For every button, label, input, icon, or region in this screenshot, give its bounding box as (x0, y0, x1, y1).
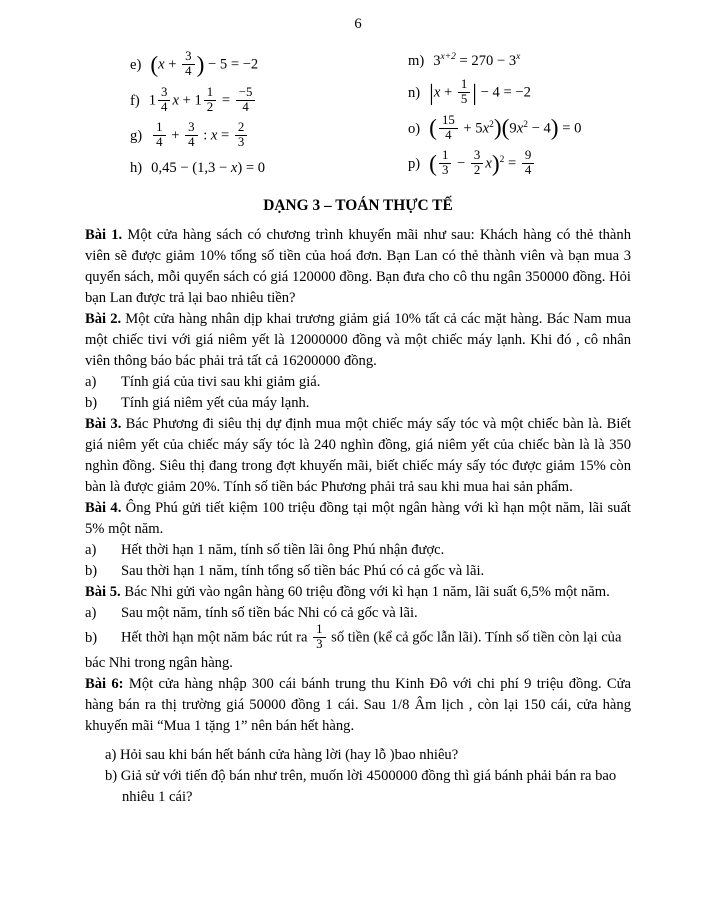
equation-expression-g (151, 122, 249, 151)
fraction (153, 121, 165, 150)
math-variable: x (485, 156, 492, 173)
fraction-numerator: 1 (153, 121, 165, 136)
fraction (439, 114, 458, 143)
fraction (185, 121, 197, 150)
text-run: Bác Nhi gửi vào ngân hàng 60 triệu đồng với kì hạn 1 năm, lãi suất 6,5% một năm. (120, 584, 610, 601)
fraction-numerator: 3 (182, 50, 194, 65)
text-run: Một cửa hàng nhân dịp khai trương giảm giá 10% tất cả các mặt hàng. Bác Nam mua một chiếc tivi với giá niêm yết là 12000000 đồng và một chiếc máy lạnh. Khi đó , cô nhân viên thông báo bác phải trả tất cả 16200000 đồng. (85, 311, 631, 370)
text-run: Sau thời hạn 1 năm, tính tổng số tiền bác Phú có cả gốc và lãi. (121, 563, 485, 580)
fraction (182, 50, 194, 79)
list-item-label: a) (85, 374, 97, 391)
math-delimiter: ) (196, 51, 205, 78)
bai-1-paragraph (85, 225, 631, 309)
fraction (204, 86, 216, 115)
text-run: = (504, 156, 520, 173)
text-run: − 5 = −2 (204, 56, 259, 73)
bai-5-paragraph (85, 582, 631, 603)
fraction-denominator: 4 (156, 135, 163, 150)
text-run: = (218, 92, 234, 109)
fraction-denominator: 3 (316, 637, 323, 652)
equation-o (408, 112, 631, 144)
text-run: − 4 (527, 120, 551, 137)
equation-f (130, 84, 408, 116)
fraction-denominator: 5 (460, 91, 468, 106)
fraction-denominator: 4 (242, 99, 249, 114)
equation-label-n: n) (408, 84, 421, 101)
superscript: 2 (489, 119, 494, 130)
math-delimiter: ) (491, 151, 500, 178)
equation-label-g: g) (130, 128, 143, 145)
text-run: = 270 − 3 (455, 53, 517, 69)
math-variable: x (482, 120, 490, 137)
page-number: 6 (354, 16, 362, 32)
equations-section (85, 51, 631, 186)
text-run: Ông Phú gửi tiết kiệm 100 triệu đồng tại một ngân hàng với kì hạn một năm, lãi suất 5% một năm. (85, 500, 631, 538)
fraction (458, 78, 470, 107)
superscript: x+2 (440, 52, 456, 63)
bold-run: Bài 6: (85, 675, 124, 692)
bai-2-paragraph (85, 309, 631, 372)
list-item-label: a) (85, 542, 97, 559)
text-run: Một cửa hàng nhập 300 cái bánh trung thu Kinh Đô với chi phí 9 triệu đồng. Cửa hàng bán ra thị trường giá 50000 đồng 1 cái. Sau 1/8 Âm lịch , còn lại 150 cái, cửa hàng khuyến mãi “Mua 1 tặng 1” nên bán hết hàng. (85, 675, 632, 734)
fraction-denominator: 4 (161, 99, 168, 114)
text-run: ) = 0 (237, 160, 266, 177)
equation-label-h: h) (130, 160, 143, 177)
equation-e (130, 51, 408, 80)
bai-5-item-b (85, 624, 631, 674)
math-variable: x (172, 92, 179, 109)
text-run: + (440, 84, 456, 101)
text-run: + (167, 128, 184, 145)
section-heading: DẠNG 3 – TOÁN THỰC TẾ (263, 197, 453, 215)
math-delimiter: | (472, 79, 477, 106)
text-run: + (164, 56, 181, 73)
text-run: 0,45 − (1,3 − (151, 160, 231, 177)
text-run: Tính giá niêm yết của máy lạnh. (121, 395, 310, 412)
bai-6-items (85, 745, 631, 808)
fraction-numerator: 2 (235, 121, 247, 136)
math-delimiter: ) (550, 115, 559, 142)
bai-4-paragraph (85, 498, 631, 540)
list-item-label: b) (85, 563, 98, 580)
fraction (522, 149, 534, 178)
text-run: Một cửa hàng sách có chương trình khuyến mãi như sau: Khách hàng có thẻ thành viên sẽ được giảm 10% tổng số tiền của hoá đơn. Bạn Lan có thẻ thành viên và bạn mua 3 quyển sách, mỗi quyển sách có giá 120000 đồng. Bạn đưa cho cô thu ngân 350000 đồng. Hỏi bạn Lan được trả lại bao nhiêu tiền? (85, 227, 631, 307)
fraction-numerator: −5 (236, 86, 256, 101)
text-run: : (199, 128, 211, 145)
text-run: 9 (509, 120, 517, 137)
equations-right-column (408, 51, 631, 186)
equation-expression-p (429, 150, 536, 179)
fraction-denominator: 3 (237, 135, 245, 150)
equation-label-m: m) (408, 53, 425, 69)
bai-4-item-b (85, 561, 631, 582)
bai-6-paragraph (85, 674, 631, 737)
equation-label-o: o) (408, 120, 421, 137)
math-variable: x (210, 128, 218, 145)
list-item-label: a) (85, 605, 97, 622)
text-run: = (217, 128, 233, 145)
fraction-numerator: 1 (204, 86, 216, 101)
text-run: Tính giá của tivi sau khi giảm giá. (121, 374, 321, 391)
math-delimiter: ) (493, 115, 502, 142)
fraction-denominator: 2 (206, 99, 214, 114)
equation-h (130, 158, 408, 179)
bold-run: Bài 4. (85, 500, 122, 517)
fraction-denominator: 4 (445, 127, 452, 142)
math-delimiter: ( (429, 151, 437, 178)
math-variable: x (516, 120, 524, 137)
equation-expression-f (148, 84, 258, 116)
math-delimiter: ( (150, 51, 159, 78)
bold-run: Bài 2. (85, 311, 122, 328)
exercises-section (85, 225, 631, 808)
equation-expression-m (433, 51, 520, 72)
text-run: Hết thời hạn một năm bác rút ra (121, 629, 312, 646)
equation-expression-h (151, 158, 265, 179)
equation-expression-e (150, 51, 258, 80)
text-run: b) Giả sử với tiến độ bán như trên, muốn lời 4500000 đồng thì giá bánh phải bán ra bao nhiêu 1 cái? (105, 767, 617, 805)
fraction (439, 149, 451, 178)
math-delimiter: ( (501, 115, 510, 142)
text-run: 3 (433, 53, 441, 69)
fraction-numerator: 3 (158, 86, 170, 101)
bold-run: Bài 5. (85, 584, 121, 601)
list-item-label: b) (85, 395, 98, 412)
equation-label-e: e) (130, 56, 142, 73)
equation-g (130, 122, 408, 151)
bai-3-paragraph (85, 414, 631, 498)
bai-5-item-a (85, 603, 631, 624)
fraction (236, 86, 256, 115)
text-run: + 1 (178, 92, 202, 109)
fraction (313, 623, 325, 652)
fraction-numerator: 3 (185, 121, 197, 136)
equation-n (408, 79, 631, 108)
fraction (471, 149, 483, 178)
fraction (235, 121, 247, 150)
superscript: 2 (499, 155, 505, 166)
bai-6-item-a (105, 745, 631, 766)
math-variable: x (433, 84, 441, 101)
fraction-denominator: 4 (188, 135, 195, 150)
superscript: x (516, 52, 521, 63)
math-delimiter: ( (429, 115, 437, 142)
equation-expression-o (429, 112, 582, 144)
fraction-denominator: 4 (185, 63, 192, 78)
text-run: = 0 (558, 120, 582, 137)
fraction-numerator: 1 (439, 149, 451, 164)
equation-expression-n (429, 79, 531, 108)
fraction-numerator: 1 (313, 623, 325, 638)
bai-2-item-a (85, 372, 631, 393)
text-run: − (453, 156, 469, 173)
fraction-numerator: 9 (522, 149, 534, 164)
text-run: a) Hỏi sau khi bán hết bánh cửa hàng lời (hay lỗ )bao nhiêu? (105, 746, 459, 763)
fraction-denominator: 3 (441, 163, 449, 178)
bold-run: Bài 1. (85, 227, 123, 244)
math-variable: x (158, 56, 165, 73)
fraction-numerator: 3 (471, 149, 483, 164)
text-run: Hết thời hạn 1 năm, tính số tiền lãi ông Phú nhận được. (121, 542, 445, 559)
math-variable: x (230, 160, 238, 177)
text-run: − 4 = −2 (476, 84, 531, 101)
fraction-denominator: 4 (524, 163, 532, 178)
text-run: Bác Phương đi siêu thị dự định mua một chiếc máy sấy tóc và một chiếc bàn là. Biết giá niêm yết của chiếc máy sấy tóc là 240 nghìn đồng, giá niêm yết của chiếc bàn là là 350 nghìn đồng. Siêu thị đang trong đợt khuyến mãi, biết chiếc máy sấy tóc được giảm 15% còn bàn là được giảm 20%. Tính số tiền bác Phương phải trả sau khi mua hai sản phẩm. (85, 416, 631, 496)
bai-2-item-b (85, 393, 631, 414)
equation-p (408, 150, 631, 179)
bai-6-item-b (105, 766, 631, 808)
text-run: số tiền (kể cả gốc lẫn lãi). Tính số tiền còn lại của bác Nhi trong ngân hàng. (85, 629, 622, 671)
text-run: 1 (148, 92, 157, 109)
math-delimiter: | (429, 79, 434, 106)
fraction (158, 86, 170, 115)
equation-m (408, 51, 631, 72)
fraction-denominator: 2 (473, 163, 481, 178)
list-item-label: b) (85, 629, 98, 646)
equation-label-f: f) (130, 92, 140, 109)
fraction-numerator: 15 (439, 114, 458, 129)
text-run: Sau một năm, tính số tiền bác Nhi có cả gốc và lãi. (121, 605, 418, 622)
equation-label-p: p) (408, 156, 421, 173)
bold-run: Bài 3. (85, 416, 122, 433)
equations-left-column (85, 51, 408, 186)
bai-4-item-a (85, 540, 631, 561)
superscript: 2 (523, 119, 528, 130)
fraction-numerator: 1 (458, 78, 470, 93)
text-run: + 5 (459, 120, 483, 137)
